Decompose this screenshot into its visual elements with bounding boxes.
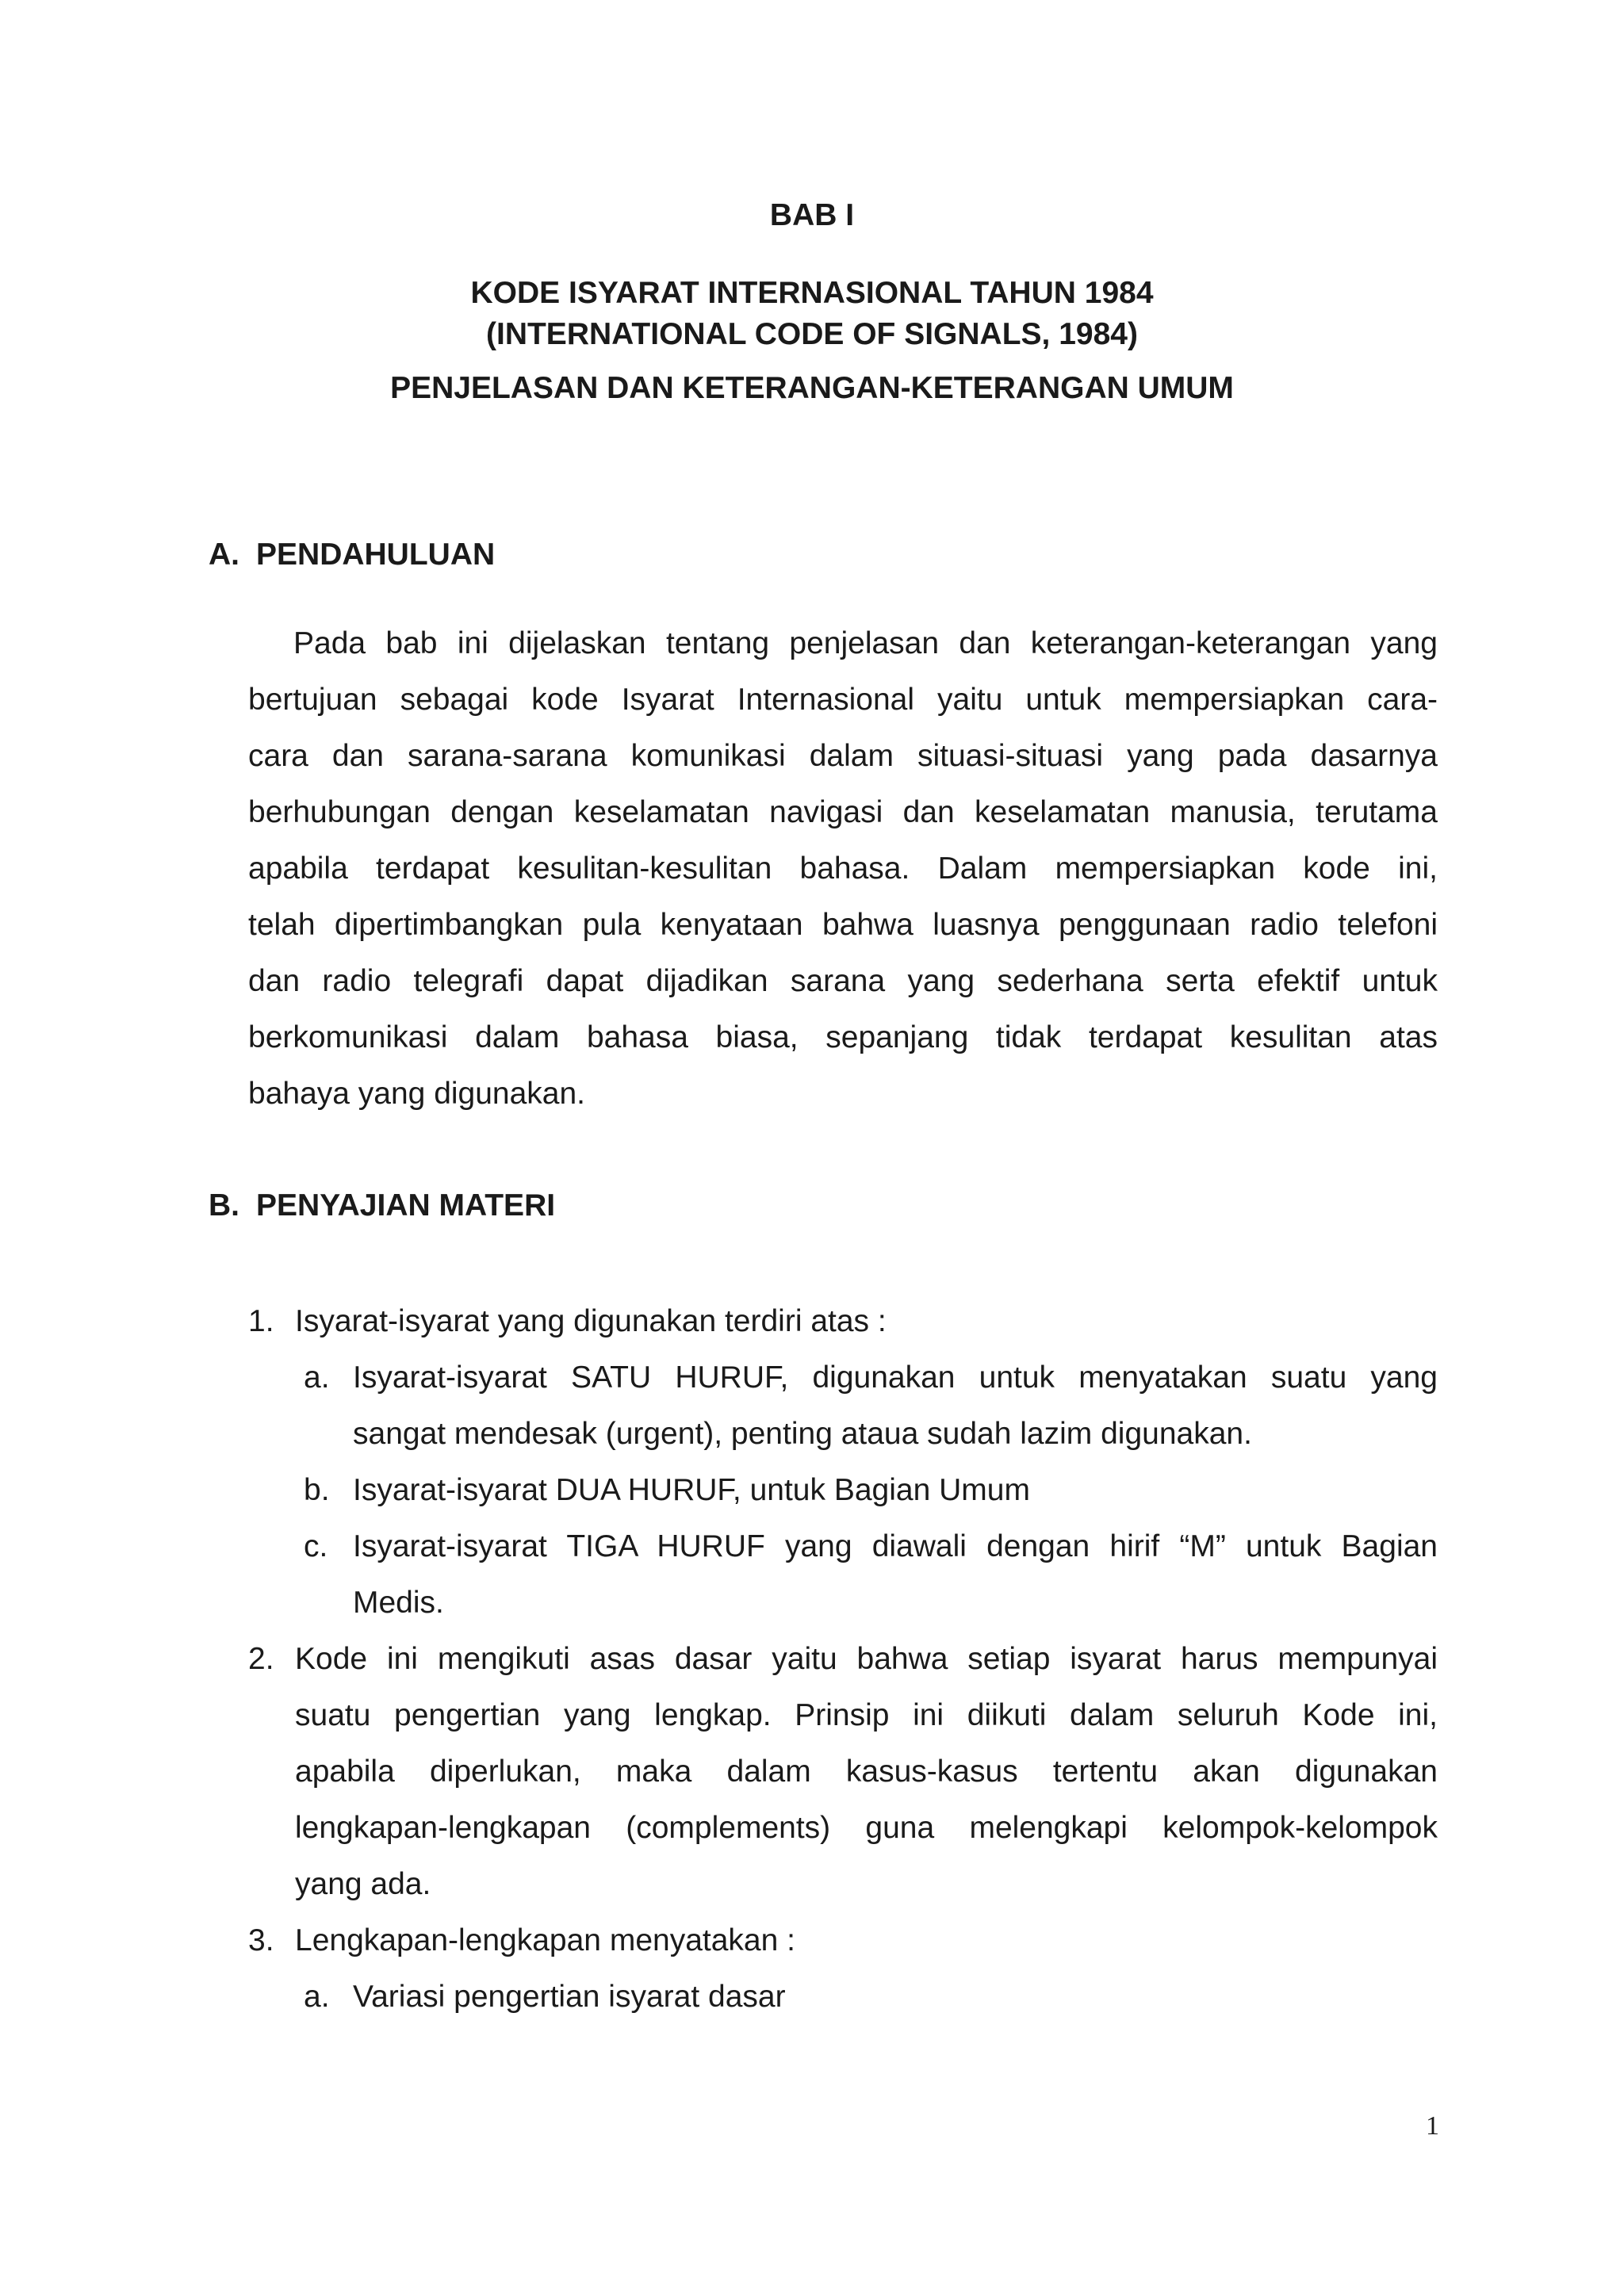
list-item-text: Isyarat-isyarat yang digunakan terdiri atas : [295, 1304, 887, 1338]
list-item-line: Kode ini mengikuti asas dasar yaitu bahwa setiap isyarat harus mempunyai [295, 1642, 1438, 1676]
section-b-heading [209, 1184, 555, 1228]
paragraph-line: Pada bab ini dijelaskan tentang penjelasan dan keterangan-keterangan yang [293, 626, 1438, 660]
paragraph-line: telah dipertimbangkan pula kenyataan bahwa luasnya penggunaan radio telefoni [248, 908, 1438, 942]
list-item-line: yang ada. [295, 1867, 431, 1901]
section-a-title: PENDAHULUAN [256, 538, 496, 572]
sub-item-line: Isyarat-isyarat DUA HURUF, untuk Bagian Umum [353, 1473, 1030, 1507]
sub-item-letter: a. [304, 1360, 330, 1395]
document-title: KODE ISYARAT INTERNASIONAL TAHUN 1984 [470, 276, 1154, 310]
list-number: 1. [248, 1304, 274, 1338]
list-item-line: lengkapan-lengkapan (complements) guna melengkapi kelompok-kelompok [295, 1811, 1438, 1845]
sub-item-line: Isyarat-isyarat SATU HURUF, digunakan untuk menyatakan suatu yang [353, 1360, 1438, 1395]
paragraph-line: bahaya yang digunakan. [248, 1077, 586, 1111]
chapter-label: BAB I [769, 198, 855, 232]
paragraph-line: bertujuan sebagai kode Isyarat Internasional yaitu untuk mempersiapkan cara- [248, 683, 1438, 717]
page-number: 1 [1426, 2111, 1439, 2141]
section-a-letter: A. [209, 538, 239, 572]
sub-item-letter: a. [304, 1980, 330, 2014]
section-b-title: PENYAJIAN MATERI [256, 1188, 556, 1223]
paragraph-line: dan radio telegrafi dapat dijadikan sarana yang sederhana serta efektif untuk [248, 964, 1438, 998]
list-item-text: Lengkapan-lengkapan menyatakan : [295, 1923, 795, 1957]
sub-item-line: Variasi pengertian isyarat dasar [353, 1980, 786, 2014]
sub-item-line: sangat mendesak (urgent), penting ataua sudah lazim digunakan. [353, 1417, 1252, 1451]
paragraph-line: berkomunikasi dalam bahasa biasa, sepanjang tidak terdapat kesulitan atas [248, 1020, 1438, 1054]
sub-item-line: Isyarat-isyarat TIGA HURUF yang diawali dengan hirif “M” untuk Bagian [353, 1529, 1438, 1563]
paragraph-line: berhubungan dengan keselamatan navigasi dan keselamatan manusia, terutama [248, 795, 1438, 829]
paragraph-line: apabila terdapat kesulitan-kesulitan bahasa. Dalam mempersiapkan kode ini, [248, 851, 1438, 886]
intro-paragraph [248, 615, 1438, 1122]
section-a-heading [209, 533, 495, 577]
paragraph-line: cara dan sarana-sarana komunikasi dalam situasi-situasi yang pada dasarnya [248, 739, 1438, 773]
sub-item-letter: b. [304, 1473, 330, 1507]
list-number: 2. [248, 1642, 274, 1676]
document-subtitle: PENJELASAN DAN KETERANGAN-KETERANGAN UMUM [390, 371, 1234, 405]
sub-item-line: Medis. [353, 1586, 444, 1620]
list-number: 3. [248, 1923, 274, 1957]
sub-item-letter: c. [304, 1529, 328, 1563]
list-item-line: suatu pengertian yang lengkap. Prinsip ini diikuti dalam seluruh Kode ini, [295, 1698, 1438, 1732]
document-title-english: (INTERNATIONAL CODE OF SIGNALS, 1984) [486, 317, 1138, 351]
list-item-line: apabila diperlukan, maka dalam kasus-kasus tertentu akan digunakan [295, 1755, 1438, 1789]
section-b-letter: B. [209, 1188, 239, 1223]
